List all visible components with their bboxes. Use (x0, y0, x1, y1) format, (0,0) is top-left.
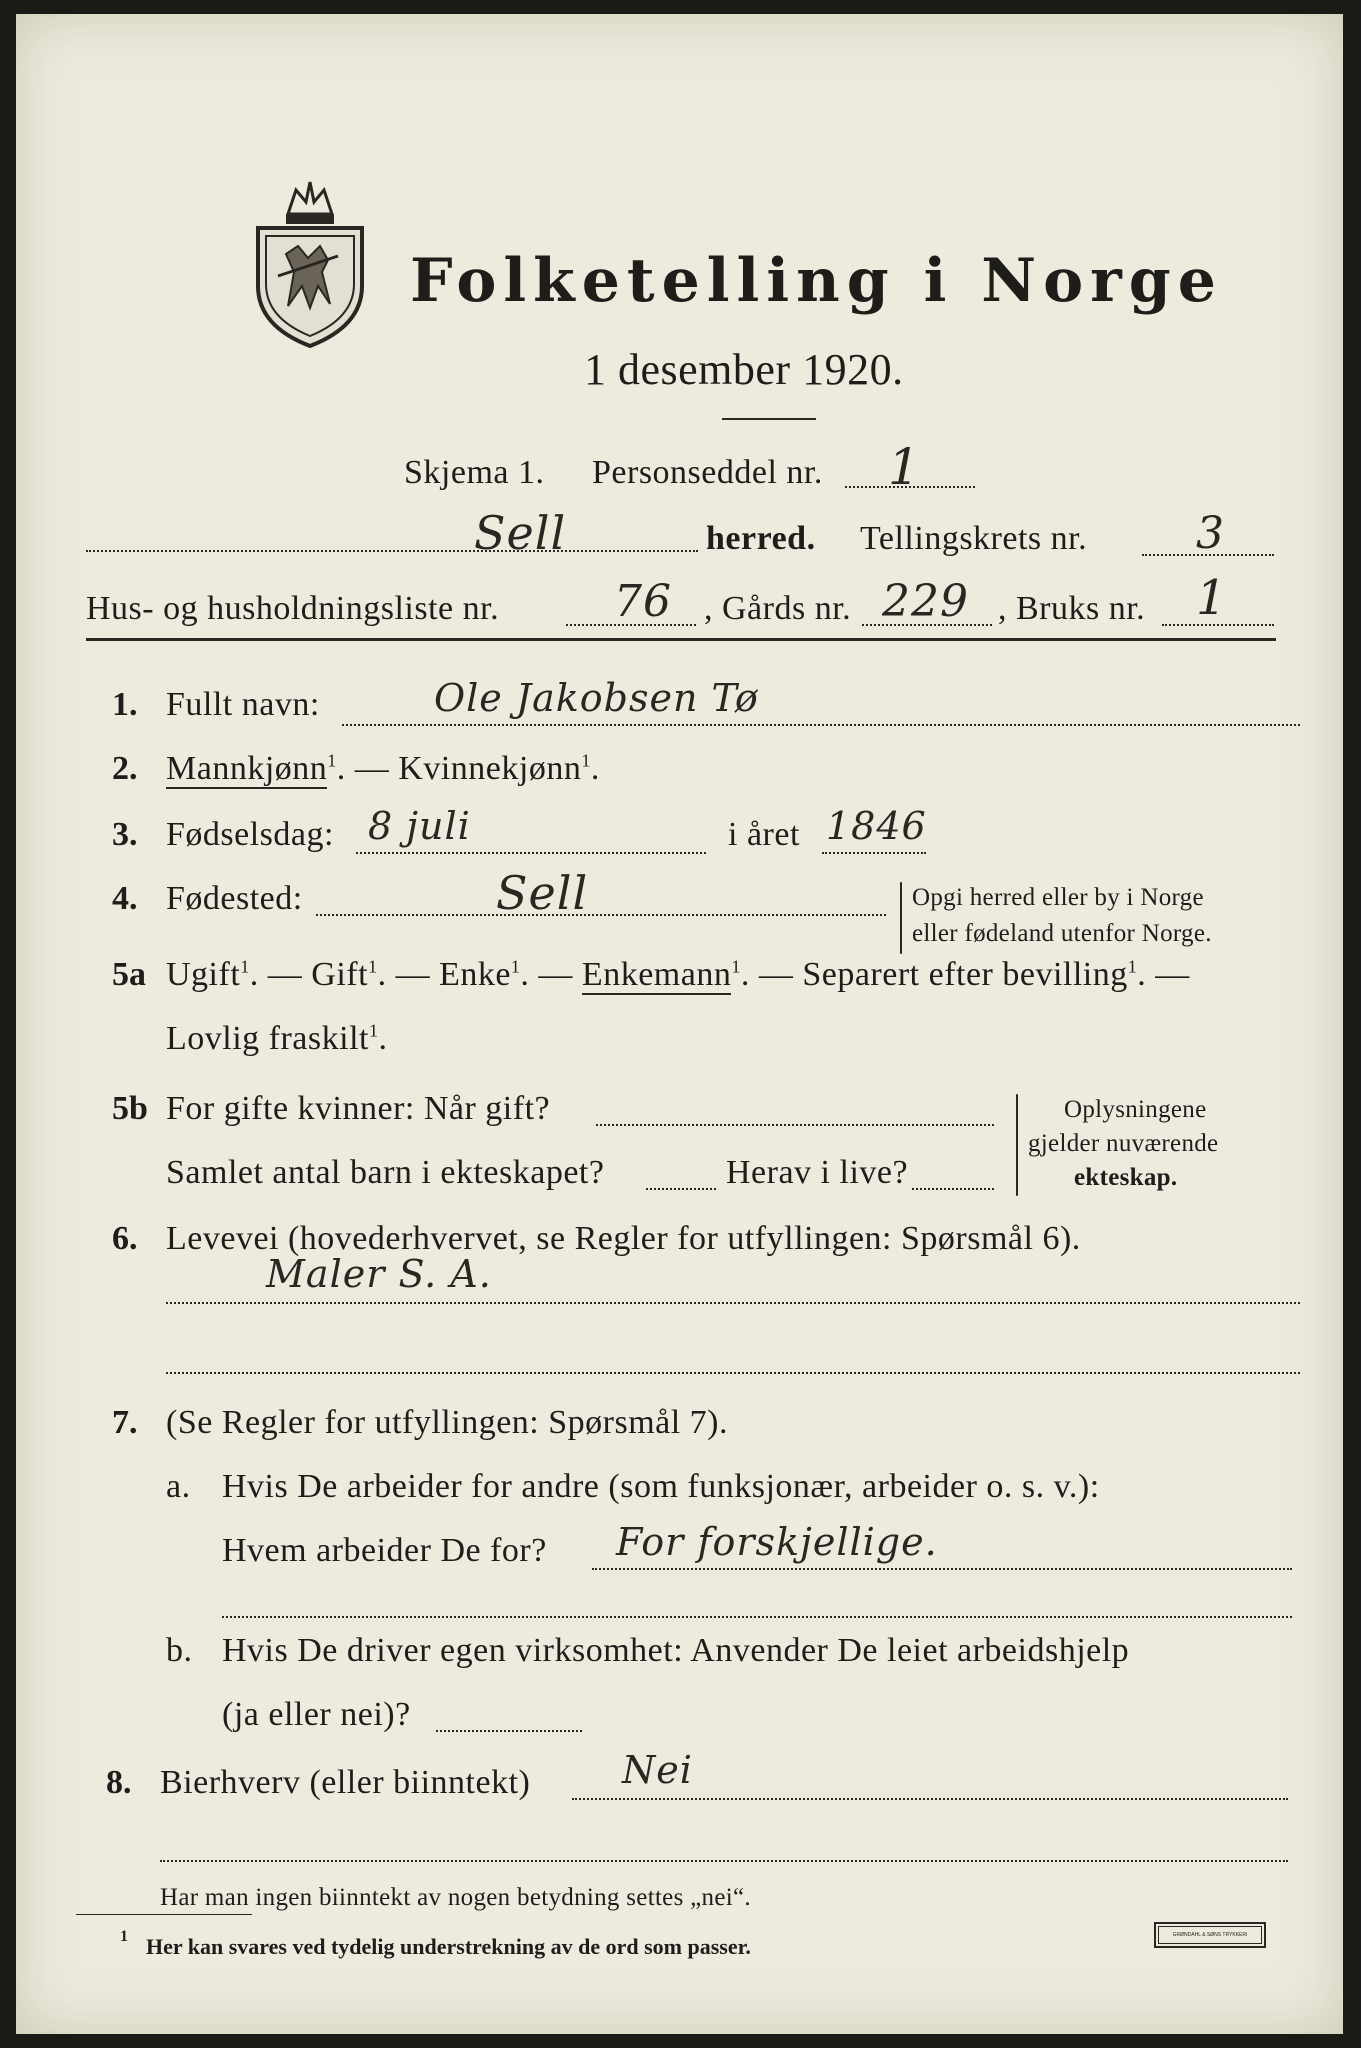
children-alive-label: Herav i live? (726, 1154, 909, 1191)
census-form-page (16, 14, 1343, 2034)
header-rule (86, 638, 1276, 641)
employer-field-line (592, 1568, 1292, 1570)
birthplace-note-line2: eller fødeland utenfor Norge. (912, 920, 1212, 947)
full-name-value: Ole Jakobsen Tø (434, 676, 759, 720)
personseddel-value: 1 (888, 438, 921, 496)
side-income-field-line-2 (160, 1860, 1288, 1862)
employer-value: For forskjellige. (616, 1520, 938, 1564)
employer-field-line-2 (222, 1616, 1292, 1618)
footnote-ref: 1 (368, 1020, 379, 1041)
q7-label: (Se Regler for utfyllingen: Spørsmål 7). (166, 1404, 729, 1441)
gender-end: . (590, 750, 600, 787)
hired-help-field-line (436, 1730, 582, 1732)
birthday-value: 8 juli (368, 804, 471, 848)
birthplace-field-line (316, 914, 886, 916)
q4-number: 4. (112, 880, 138, 917)
marital-option-enke: Enke (439, 956, 511, 993)
employer-label: Hvem arbeider De for? (222, 1532, 547, 1569)
q5a-number: 5a (112, 956, 146, 993)
marital-option-ugift: Ugift (166, 956, 241, 993)
q7a-letter: a. (166, 1468, 191, 1505)
gender-separator: . — (336, 750, 399, 787)
personseddel-label: Personseddel nr. (592, 454, 823, 491)
tellingskrets-value: 3 (1196, 508, 1225, 559)
footnote-ref: 1 (240, 956, 250, 977)
birthplace-note-line1: Opgi herred eller by i Norge (912, 884, 1204, 911)
census-date: 1 desember 1920. (584, 345, 904, 394)
marital-status-line: Ugift$^1$. — Gift$^1$. — Enke$^1$. — Enkemann$^1$. — Separert efter bevilling$^1$. — (166, 956, 1190, 993)
children-alive-field-line (912, 1188, 994, 1190)
children-total-label: Samlet antal barn i ekteskapet? (166, 1154, 605, 1191)
birth-year-value: 1846 (826, 804, 927, 848)
gender-line (166, 750, 600, 788)
coat-of-arms-icon (248, 176, 372, 348)
marital-option-enkemann: Enkemann (581, 956, 732, 993)
birthplace-value: Sell (496, 866, 589, 920)
full-name-field-line (342, 724, 1300, 726)
bruks-value: 1 (1196, 570, 1228, 626)
married-when-field-line (596, 1124, 994, 1126)
side-income-label: Bierhverv (eller biinntekt) (160, 1764, 531, 1801)
footnote-ref: 1 (1127, 956, 1138, 977)
birthday-field-line (356, 852, 706, 854)
footnote-ref: 1 (510, 956, 521, 977)
tellingskrets-label: Tellingskrets nr. (860, 520, 1088, 557)
q3-number: 3. (112, 816, 138, 853)
q7-number: 7. (112, 1404, 138, 1441)
marriage-note-brace (1016, 1094, 1018, 1196)
hired-help-label: (ja eller nei)? (222, 1696, 411, 1733)
marriage-note-line2: gjelder nuværende (1028, 1130, 1219, 1157)
q6-number: 6. (112, 1220, 138, 1257)
printer-stamp (1154, 1922, 1266, 1948)
marriage-note-line1: Oplysningene (1064, 1096, 1207, 1123)
form-title: Folketelling i Norge (410, 246, 1223, 316)
gender-option-female: Kvinnekjønn (398, 750, 582, 787)
side-income-value: Nei (622, 1748, 693, 1792)
birthday-label: Fødselsdag: (166, 816, 334, 853)
herred-value: Sell (474, 506, 567, 560)
marriage-note-line3: ekteskap. (1074, 1164, 1178, 1191)
gender-option-male: Mannkjønn (166, 750, 328, 787)
marital-option-gift: Gift (311, 956, 369, 993)
footnote-ref: 1 (368, 956, 378, 977)
bruks-label: , Bruks nr. (998, 590, 1146, 627)
q7b-letter: b. (166, 1632, 193, 1669)
birthplace-label: Fødested: (166, 880, 303, 917)
q2-number: 2. (112, 750, 138, 787)
herred-field-line (86, 550, 698, 552)
marital-option-separert: Separert efter bevilling (802, 956, 1128, 993)
q7b-label: Hvis De driver egen virksomhet: Anvender De leiet arbeidshjelp (222, 1632, 1130, 1669)
side-income-field-line (572, 1798, 1288, 1800)
husholdningsliste-value: 76 (614, 576, 672, 627)
footnote-divider (76, 1914, 252, 1915)
occupation-value: Maler S. A. (266, 1252, 492, 1296)
printer-stamp-text: GRØNDAHL & SØNS TRYKKERI (1158, 1926, 1262, 1944)
footnote-marker: 1 (120, 1928, 128, 1945)
q1-number: 1. (112, 686, 138, 723)
occupation-label: Levevei (hovederhvervet, se Regler for utfyllingen: Spørsmål 6). (166, 1220, 1081, 1257)
children-total-field-line (646, 1188, 716, 1190)
husholdningsliste-label: Hus- og husholdningsliste nr. (86, 590, 500, 627)
married-when-label: For gifte kvinner: Når gift? (166, 1090, 551, 1127)
herred-label: herred. (706, 520, 816, 557)
q7a-label: Hvis De arbeider for andre (som funksjonær, arbeider o. s. v.): (222, 1468, 1100, 1505)
gards-value: 229 (882, 576, 969, 627)
occupation-field-line (166, 1302, 1300, 1304)
gards-label: , Gårds nr. (704, 590, 852, 627)
schema-label: Skjema 1. (404, 454, 545, 491)
full-name-label: Fullt navn: (166, 686, 320, 723)
q8-number: 8. (106, 1764, 132, 1801)
side-income-note: Har man ingen biinntekt av nogen betydning settes „nei“. (160, 1884, 751, 1911)
footnote-ref: 1 (581, 750, 591, 771)
birthplace-note-brace (900, 882, 902, 954)
footnote-ref: 1 (731, 956, 741, 977)
footnote-ref: 1 (327, 750, 337, 771)
occupation-field-line-2 (166, 1372, 1300, 1374)
marital-option-fraskilt-line: Lovlig fraskilt$^1$. (166, 1020, 388, 1057)
footnote-text: Her kan svares ved tydelig understrekning av de ord som passer. (146, 1934, 751, 1959)
title-divider (722, 418, 816, 420)
birth-year-field-line (822, 852, 926, 854)
q5b-number: 5b (112, 1090, 148, 1127)
marital-option-fraskilt: Lovlig fraskilt (166, 1020, 369, 1057)
birth-year-label: i året (728, 816, 800, 853)
